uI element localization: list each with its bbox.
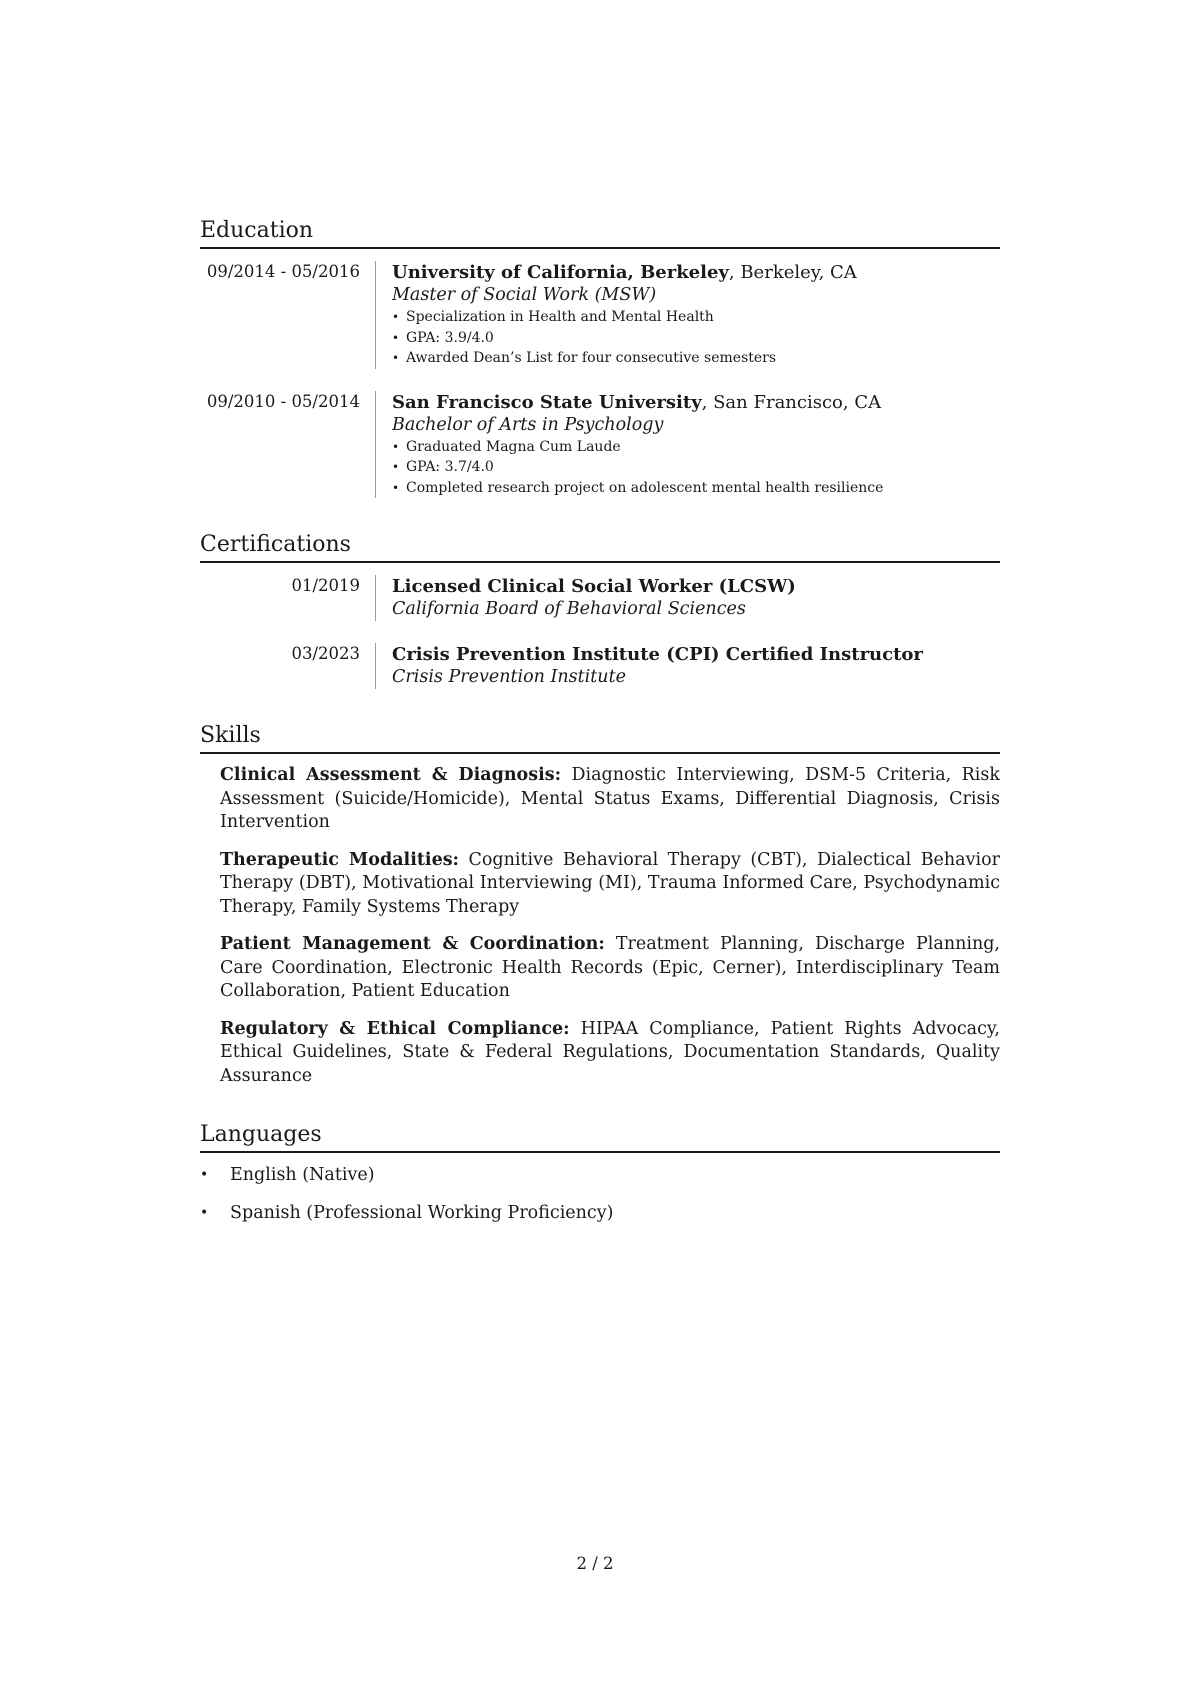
entry-heading — [392, 261, 1000, 284]
skill-text: Diagnostic Interviewing, DSM-5 Criteria, Risk Assessment (Suicide/Homicide), Mental Status Exams, Differential Diagnosis, Crisis Intervention — [220, 765, 1000, 832]
skill-text: HIPAA Compliance, Patient Rights Advocacy, Ethical Guidelines, State & Federal Regulations, Documentation Standards, Quality Assurance — [220, 1018, 1000, 1086]
school-name: University of California, Berkeley — [392, 262, 729, 283]
languages-section — [200, 1122, 1000, 1225]
school-location: , Berkeley, CA — [728, 262, 857, 283]
page-number: 2 / 2 — [576, 1554, 614, 1573]
certification-entry — [200, 575, 1000, 621]
section-title: Education — [200, 218, 1000, 249]
entry-date: 09/2014 - 05/2016 — [206, 262, 360, 281]
skill-label: Clinical Assessment & Diagnosis: — [220, 765, 562, 785]
education-section — [200, 218, 1000, 498]
skill-label: Patient Management & Coordination: — [220, 934, 605, 954]
section-title: Skills — [200, 723, 1000, 754]
entry-bullets — [392, 437, 1000, 499]
skill-item — [220, 1018, 1000, 1089]
certification-entry — [200, 643, 1000, 689]
languages-list — [200, 1153, 1000, 1225]
school-location: , San Francisco, CA — [701, 391, 882, 413]
entry-heading — [392, 391, 1000, 414]
education-entry — [200, 391, 1000, 499]
entry-bullets — [392, 307, 1000, 369]
certifications-section — [200, 532, 1000, 689]
certifications-list — [200, 563, 1000, 689]
skill-text: Treatment Planning, Discharge Planning, Care Coordination, Electronic Health Records (Epic, Cerner), Interdisciplinary Team Collaboration, Patient Education — [220, 934, 1000, 1001]
list-item: • Completed research project on adolescent mental health resilience — [392, 478, 1000, 499]
language-item: • English (Native) — [200, 1163, 1000, 1187]
list-item: • Specialization in Health and Mental Health — [392, 307, 1000, 328]
certification-issuer: California Board of Behavioral Sciences — [392, 599, 746, 619]
degree: Master of Social Work (MSW) — [392, 285, 657, 305]
skills-list — [200, 754, 1000, 1088]
skill-item — [220, 764, 1000, 835]
entry-heading — [392, 575, 1000, 598]
skill-item — [220, 933, 1000, 1004]
entry-date: 03/2023 — [291, 644, 360, 663]
degree: Bachelor of Arts in Psychology — [392, 414, 664, 435]
entry-body — [375, 643, 1000, 689]
entry-date: 09/2010 - 05/2014 — [206, 391, 360, 411]
education-list — [200, 249, 1000, 498]
list-item: • GPA: 3.7/4.0 — [392, 457, 1000, 478]
school-name: San Francisco State University — [392, 391, 702, 413]
resume-page — [200, 218, 1000, 1259]
section-title: Certifications — [200, 532, 1000, 563]
list-item: • Graduated Magna Cum Laude — [392, 437, 1000, 458]
education-entry — [200, 261, 1000, 369]
entry-heading — [392, 643, 1000, 666]
entry-body — [375, 261, 1000, 369]
language-item: • Spanish (Professional Working Proficiency) — [200, 1201, 1000, 1225]
certification-issuer: Crisis Prevention Institute — [392, 667, 626, 687]
list-item: • GPA: 3.9/4.0 — [392, 328, 1000, 349]
skills-section — [200, 723, 1000, 1088]
skill-label: Regulatory & Ethical Compliance: — [220, 1018, 570, 1039]
entry-body — [375, 391, 1000, 499]
entry-date: 01/2019 — [291, 576, 360, 595]
entry-body — [375, 575, 1000, 621]
list-item: • Awarded Dean’s List for four consecutive semesters — [392, 348, 1000, 369]
certification-name: Licensed Clinical Social Worker (LCSW) — [392, 576, 796, 597]
skill-label: Therapeutic Modalities: — [220, 849, 460, 870]
section-title: Languages — [200, 1122, 1000, 1153]
certification-name: Crisis Prevention Institute (CPI) Certified Instructor — [392, 644, 923, 665]
skill-text: Cognitive Behavioral Therapy (CBT), Dialectical Behavior Therapy (DBT), Motivational Interviewing (MI), Trauma Informed Care, Psychodynamic Therapy, Family Systems Therapy — [220, 849, 1000, 917]
skill-item — [220, 849, 1000, 920]
